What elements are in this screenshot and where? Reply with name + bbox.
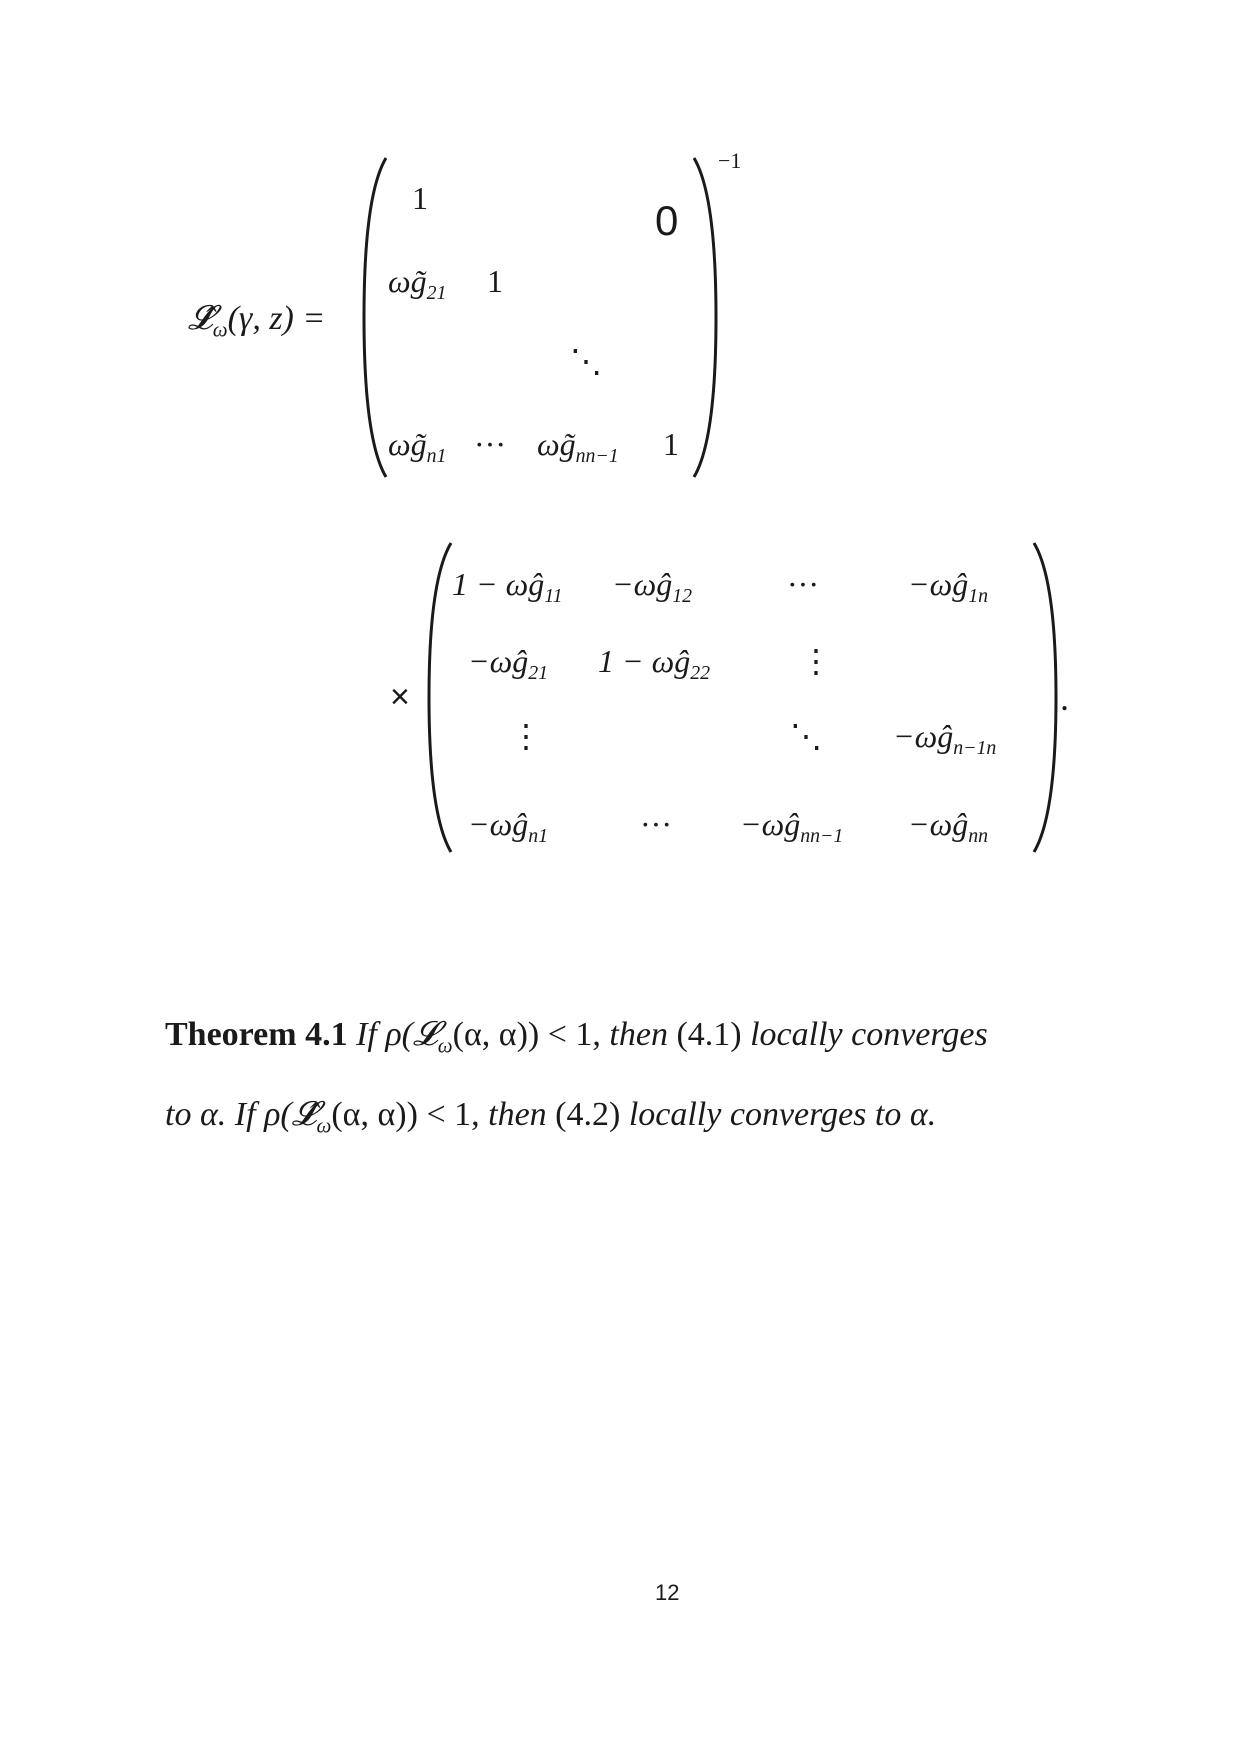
theorem-then-1: then [609, 1016, 668, 1053]
lhs-subscript: ω [212, 317, 228, 342]
m2-r2c1: $-\omega ĝ_{21}$ [468, 643, 549, 684]
m2-r4c1: $-\omega ĝ_{n1}$ [468, 806, 549, 847]
m2-r1c2: $-\omega ĝ_{12}$ [612, 566, 693, 607]
matrix2-right-paren [1030, 540, 1060, 855]
m1-r2c2: 1 [487, 263, 503, 299]
theorem-args-1: (α, α)) < 1, [452, 1016, 601, 1053]
theorem-4-1 [165, 1000, 1125, 1161]
matrix1-right-paren [690, 155, 720, 480]
m2-r3c3: ⋱ [790, 718, 822, 754]
m2-r2c3: ⋮ [800, 643, 832, 679]
theorem-sub-1: ω [437, 1033, 453, 1058]
m1-r4c1: $\omega g̃_{n1}$ [388, 426, 447, 467]
m1-zero: 0 [655, 197, 679, 244]
theorem-if-1: If [356, 1016, 377, 1053]
theorem-line-2 [165, 1080, 1125, 1160]
theorem-then-2: then [488, 1096, 547, 1134]
m2-r1c1: $1 - \omega ĝ_{11}$ [452, 566, 563, 607]
theorem-ref-2: (4.2) [555, 1096, 621, 1134]
m1-r4c4: 1 [663, 426, 679, 462]
theorem-sub-2: ω [316, 1113, 332, 1138]
matrix2-left-paren [425, 540, 455, 855]
theorem-rho-1: ρ(𝓛 [385, 1016, 438, 1053]
theorem-label: Theorem 4.1 [165, 1016, 348, 1053]
m2-r3c1: ⋮ [510, 718, 542, 754]
lhs-symbol: 𝓛̂ [188, 300, 213, 337]
equation-lhs [188, 300, 325, 342]
times-sign: × [390, 678, 410, 716]
theorem-args-2: (α, α)) < 1, [331, 1096, 480, 1134]
m1-r1c1: 1 [412, 180, 428, 216]
m1-r2c1: $\omega g̃_{21}$ [388, 263, 447, 304]
m2-r3c4: $-\omega ĝ_{n-1n}$ [893, 718, 997, 759]
m2-r1c4: $-\omega ĝ_{1n}$ [908, 566, 989, 607]
matrix1-exponent: −1 [718, 148, 742, 173]
theorem-ref-1: (4.1) [676, 1016, 742, 1053]
m2-r1c3: ··· [787, 566, 819, 602]
m2-r4c4: $-\omega ĝ_{nn}$ [908, 806, 989, 847]
page-number: 12 [655, 1580, 680, 1605]
m2-r4c2: ··· [640, 806, 672, 842]
theorem-if-2: If [234, 1096, 256, 1134]
theorem-line-1 [165, 1000, 1125, 1080]
theorem-tail-1: locally converges [750, 1016, 988, 1053]
m1-r4c3: $\omega g̃_{nn-1}$ [537, 426, 619, 467]
theorem-to-alpha: to α. [165, 1096, 227, 1134]
m1-ddots: ⋱ [570, 343, 602, 379]
lhs-args: (γ, z) = [227, 300, 326, 337]
theorem-rho-2: ρ(𝓛̂ [264, 1096, 317, 1134]
theorem-tail-2: locally converges to α. [628, 1096, 937, 1134]
m2-r2c2: $1 - \omega ĝ_{22}$ [598, 643, 711, 684]
equation-period: . [1060, 678, 1069, 718]
m1-r4c2: ··· [474, 426, 506, 462]
m2-r4c3: $-\omega ĝ_{nn-1}$ [740, 806, 844, 847]
matrix1-left-paren [360, 155, 390, 480]
